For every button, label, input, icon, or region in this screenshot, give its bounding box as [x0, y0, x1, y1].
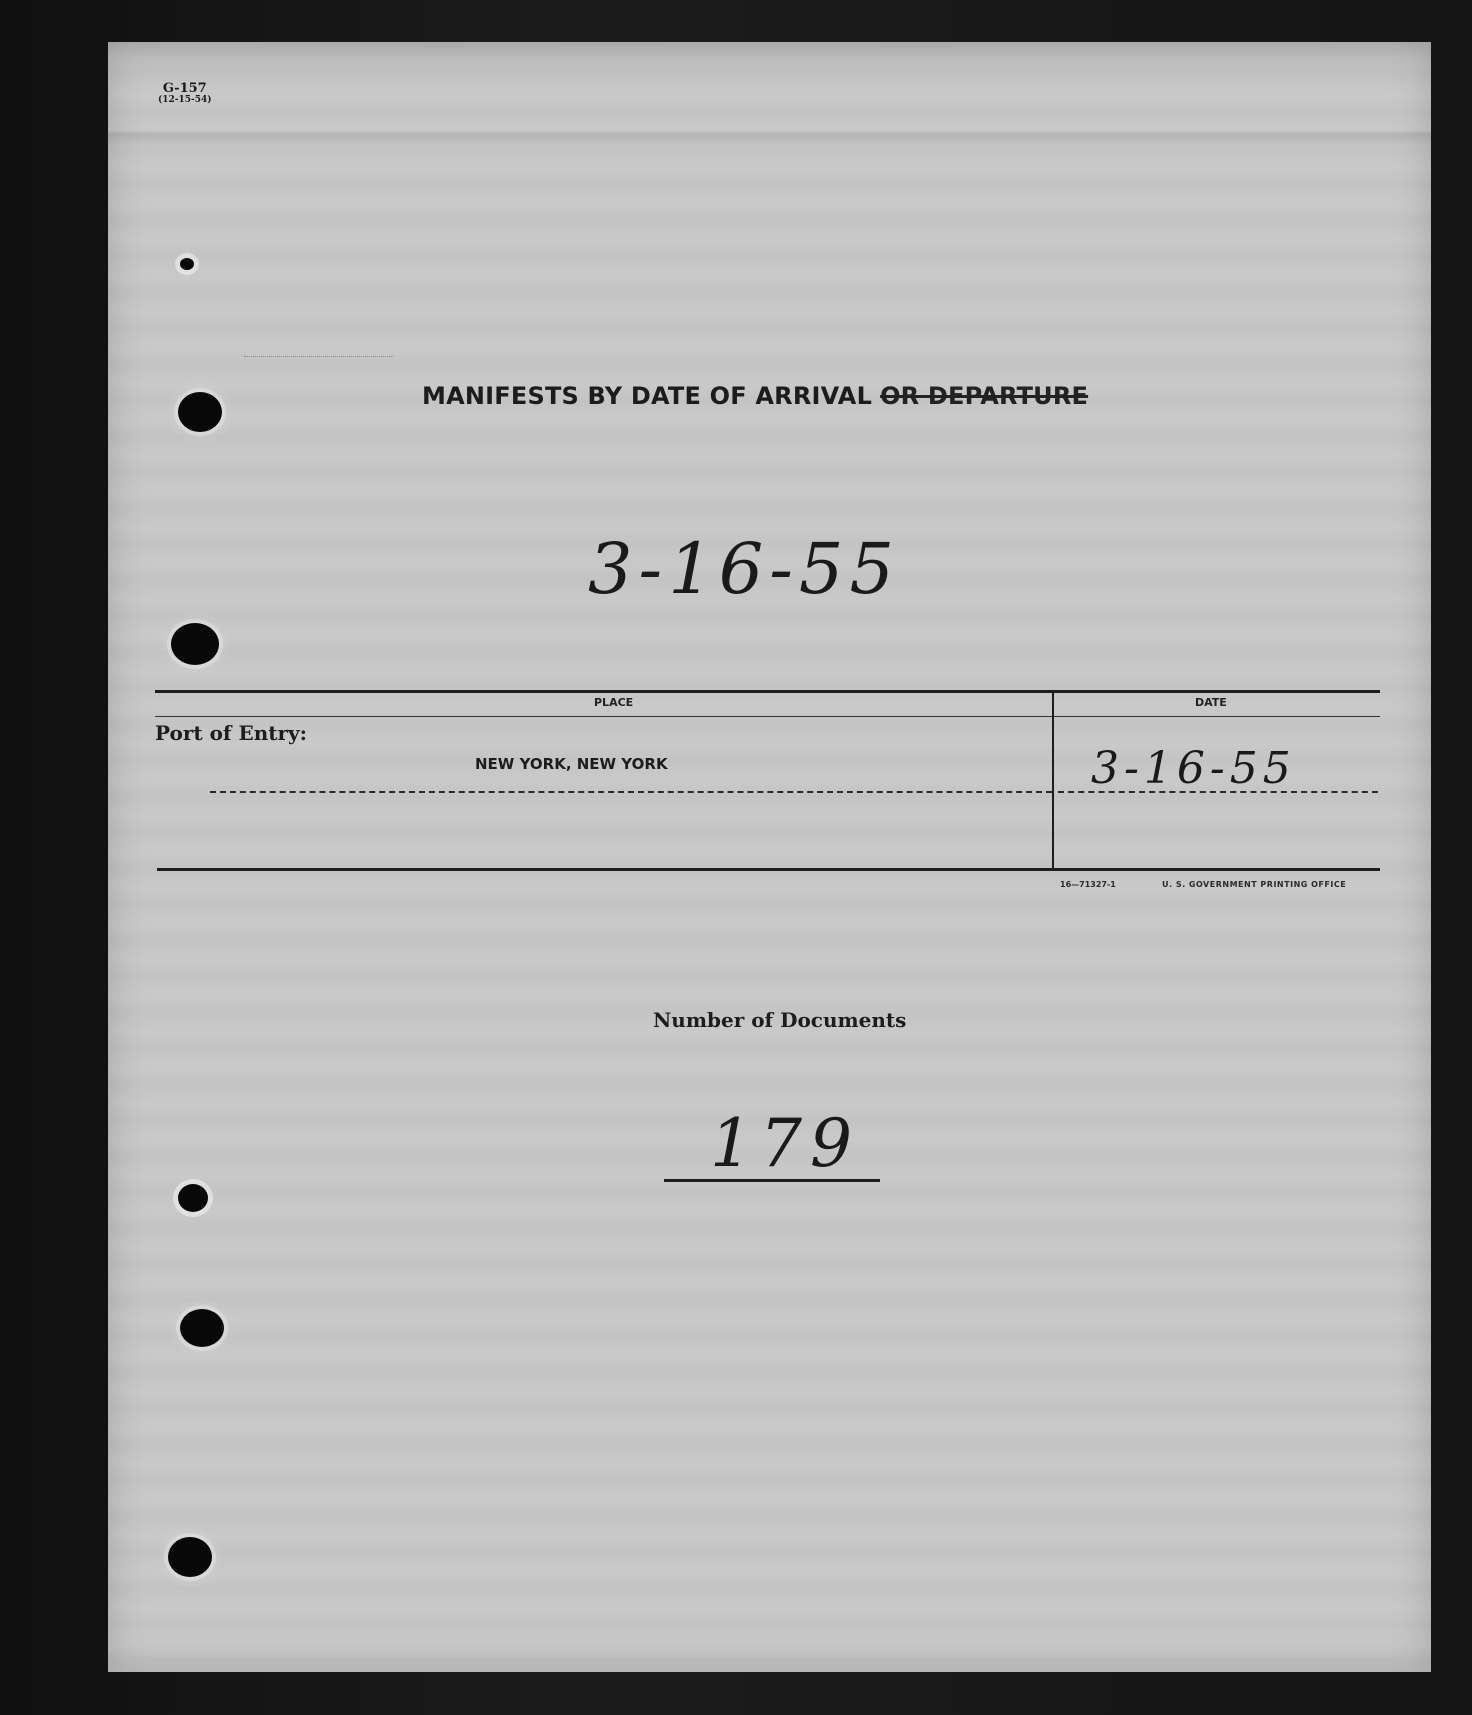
form-sheet: [108, 42, 1431, 1672]
date-header: DATE: [1195, 696, 1227, 709]
place-header: PLACE: [594, 696, 634, 709]
dotted-guide-line: [244, 356, 394, 357]
date-dashed-line: [1058, 791, 1378, 793]
form-revision: (12-15-54): [158, 95, 212, 105]
number-of-documents-label: Number of Documents: [653, 1008, 907, 1032]
punch-hole: [180, 1309, 224, 1347]
printer-office: U. S. GOVERNMENT PRINTING OFFICE: [1162, 880, 1347, 889]
punch-hole: [178, 1184, 208, 1212]
table-top-rule: [155, 690, 1380, 693]
port-of-entry-label: Port of Entry:: [155, 721, 308, 745]
number-of-documents-underline: [664, 1179, 880, 1182]
table-header-rule: [155, 716, 1380, 717]
place-dashed-line: [210, 791, 1052, 793]
page-title: [422, 382, 1088, 410]
table-column-divider: [1052, 690, 1054, 868]
form-number: G-157: [162, 81, 207, 96]
punch-hole: [180, 258, 194, 270]
entry-date-value: 3-16-55: [1091, 743, 1296, 794]
punch-hole: [168, 1537, 212, 1577]
printer-code: 16—71327-1: [1060, 880, 1116, 889]
title-struck: OR DEPARTURE: [880, 382, 1089, 410]
table-bottom-rule: [157, 868, 1380, 871]
title-main: MANIFESTS BY DATE OF ARRIVAL: [422, 382, 873, 410]
number-of-documents-value: 179: [710, 1105, 860, 1182]
handwritten-date: 3-16-55: [588, 528, 900, 610]
punch-hole: [178, 392, 222, 432]
port-of-entry-value: NEW YORK, NEW YORK: [475, 755, 668, 773]
form-code: [158, 82, 212, 105]
punch-hole: [171, 623, 219, 665]
